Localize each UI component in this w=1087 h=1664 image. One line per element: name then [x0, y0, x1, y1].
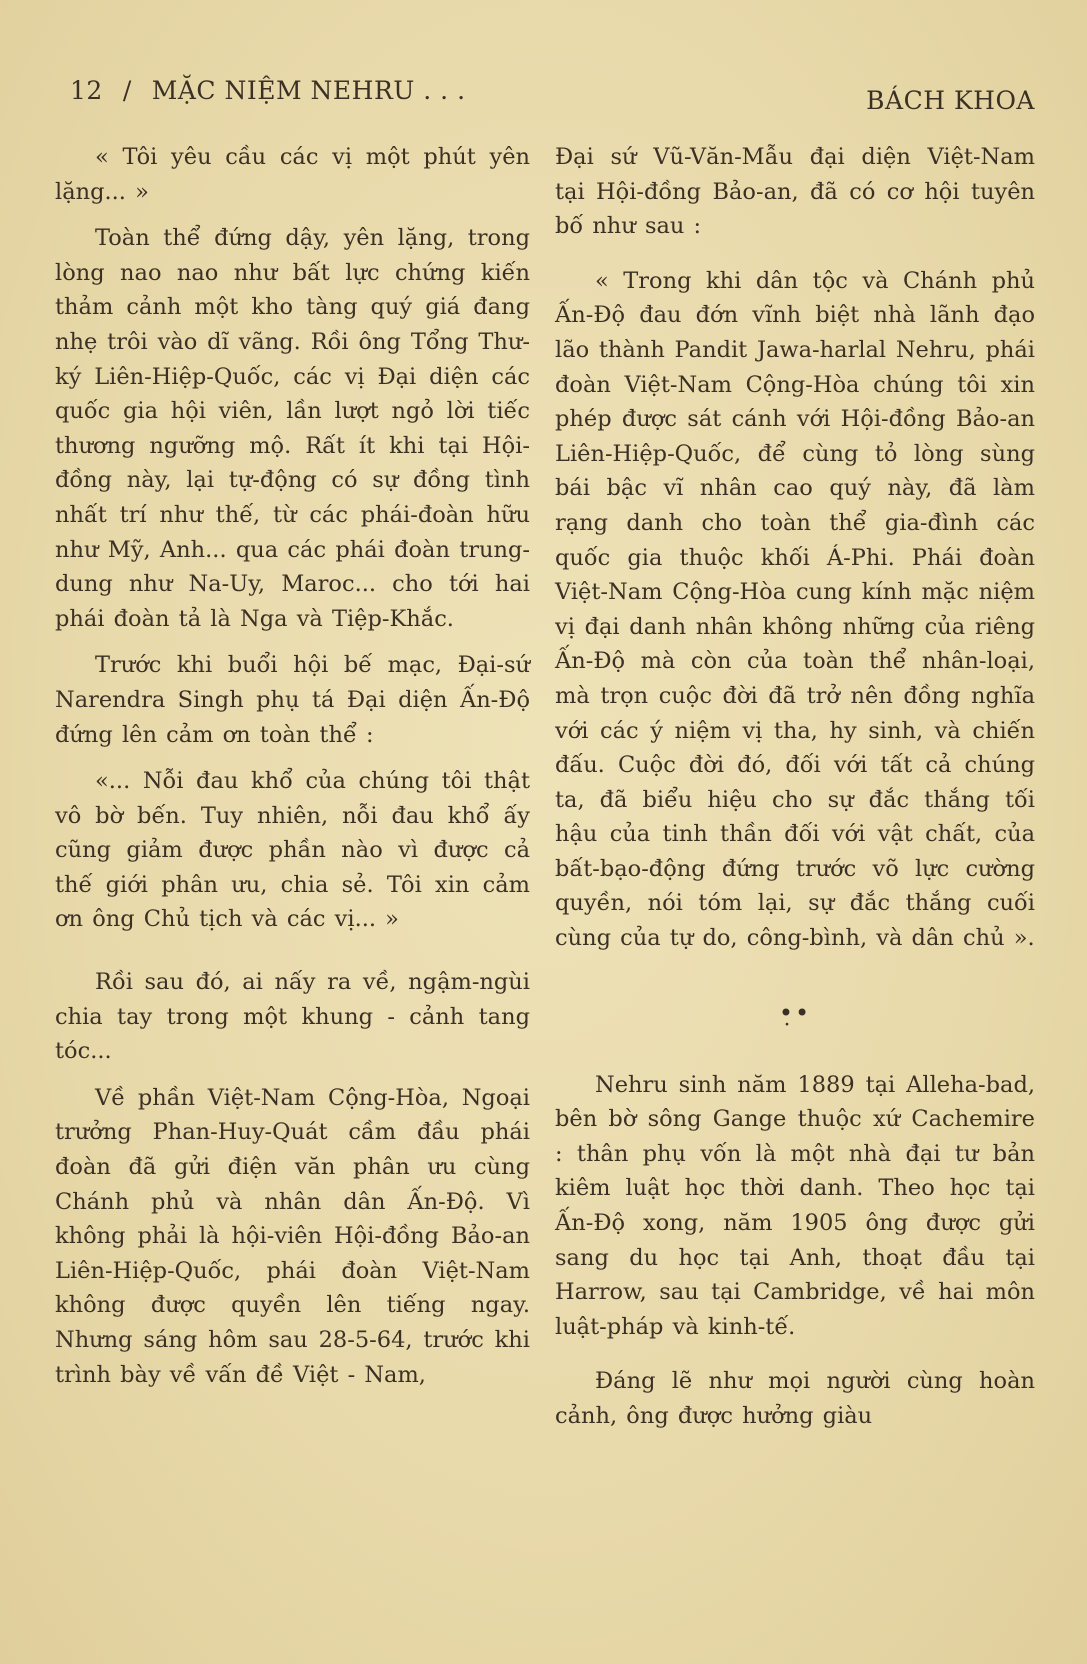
section-separator: •̣• [778, 998, 812, 1027]
paragraph: Toàn thể đứng dậy, yên lặng, trong lòng nao nao như bất lực chứng kiến thảm cảnh một kho tàng quý giá đang nhẹ trôi vào dĩ vãng. Rồi ông Tổng Thư-ký Liên-Hiệp-Quốc, các vị Đại diện các quốc gia hội viên, lần lượt ngỏ lời tiếc thương ngưỡng mộ. Rất ít khi tại Hội-đồng này, lại tự-động có sự đồng tình nhất trí như thế, từ các phái-đoàn hữu như Mỹ, Anh... qua các phái đoàn trung-dung như Na-Uy, Maroc... cho tới hai phái đoàn tả là Nga và Tiệp-Khắc. [55, 225, 530, 632]
quote-paragraph: « Trong khi dân tộc và Chánh phủ Ấn-Độ đau đớn vĩnh biệt nhà lãnh đạo lão thành Pandit Jawa-harlal Nehru, phái đoàn Việt-Nam Cộng-Hòa chúng tôi xin phép được sát cánh với Hội-đồng Bảo-an Liên-Hiệp-Quốc, để cùng tỏ lòng sùng bái bậc vĩ nhân cao quý này, đã làm rạng danh cho toàn thể gia-đình các quốc gia thuộc khối Á-Phi. Phái đoàn Việt-Nam Cộng-Hòa cung kính mặc niệm vị đại danh nhân không những của riêng Ấn-Độ mà còn của toàn thể nhân-loại, mà trọn cuộc đời đã trở nên đồng nghĩa với các ý niệm vị tha, hy sinh, và chiến đấu. Cuộc đời đó, đối với tất cả chúng ta, đã biểu hiệu cho sự đắc thắng tối hậu của tinh thần đối với vật chất, của bất-bạo-động đứng trước võ lực cường quyền, nói tóm lại, sự đắc thắng cuối cùng của tự do, công-bình, và dân chủ ». [555, 267, 1035, 952]
paragraph: Đáng lẽ như mọi người cùng hoàn cảnh, ông được hưởng giàu [555, 1368, 1035, 1429]
paragraph: Rồi sau đó, ai nấy ra về, ngậm-ngùi chia tay trong một khung - cảnh tang tóc... [55, 969, 530, 1065]
paragraph: Đại sứ Vũ-Văn-Mẫu đại diện Việt-Nam tại Hội-đồng Bảo-an, đã có cơ hội tuyên bố như sau : [555, 144, 1035, 240]
publication-name: BÁCH KHOA [866, 86, 1035, 115]
paragraph: Về phần Việt-Nam Cộng-Hòa, Ngoại trưởng Phan-Huy-Quát cầm đầu phái đoàn đã gửi điện văn phân ưu cùng Chánh phủ và nhân dân Ấn-Độ. Vì không phải là hội-viên Hội-đồng Bảo-an Liên-Hiệp-Quốc, phái đoàn Việt-Nam không được quyền lên tiếng ngay. Nhưng sáng hôm sau 28-5-64, trước khi trình bày về vấn đề Việt - Nam, [55, 1084, 530, 1388]
paragraph: Trước khi buổi hội bế mạc, Đại-sứ Narendra Singh phụ tá Đại diện Ấn-Độ đứng lên cảm ơn toàn thể : [55, 652, 530, 748]
quote-paragraph: «... Nỗi đau khổ của chúng tôi thật vô bờ bến. Tuy nhiên, nỗi đau khổ ấy cũng giảm được phần nào vì được cả thế giới phân ưu, chia sẻ. Tôi xin cảm ơn ông Chủ tịch và các vị... » [55, 768, 530, 933]
header-separator: / [122, 76, 132, 105]
page-header [70, 76, 1035, 116]
left-column [55, 140, 530, 1392]
page-number: 12 [70, 76, 103, 105]
paragraph: Nehru sinh năm 1889 tại Alleha-bad, bên bờ sông Gange thuộc xứ Cachemire : thân phụ vốn là một nhà đại tư bản kiêm luật học thời danh. Theo học tại Ấn-Độ xong, năm 1905 ông được gửi sang du học tại Anh, thoạt đầu tại Harrow, sau tại Cambridge, về hai môn luật-pháp và kinh-tế. [555, 1071, 1035, 1340]
header-left [70, 76, 466, 105]
article-title: MẶC NIỆM NEHRU . . . [151, 76, 466, 105]
right-column [555, 140, 1035, 1434]
paragraph: « Tôi yêu cầu các vị một phút yên lặng... » [55, 144, 530, 205]
